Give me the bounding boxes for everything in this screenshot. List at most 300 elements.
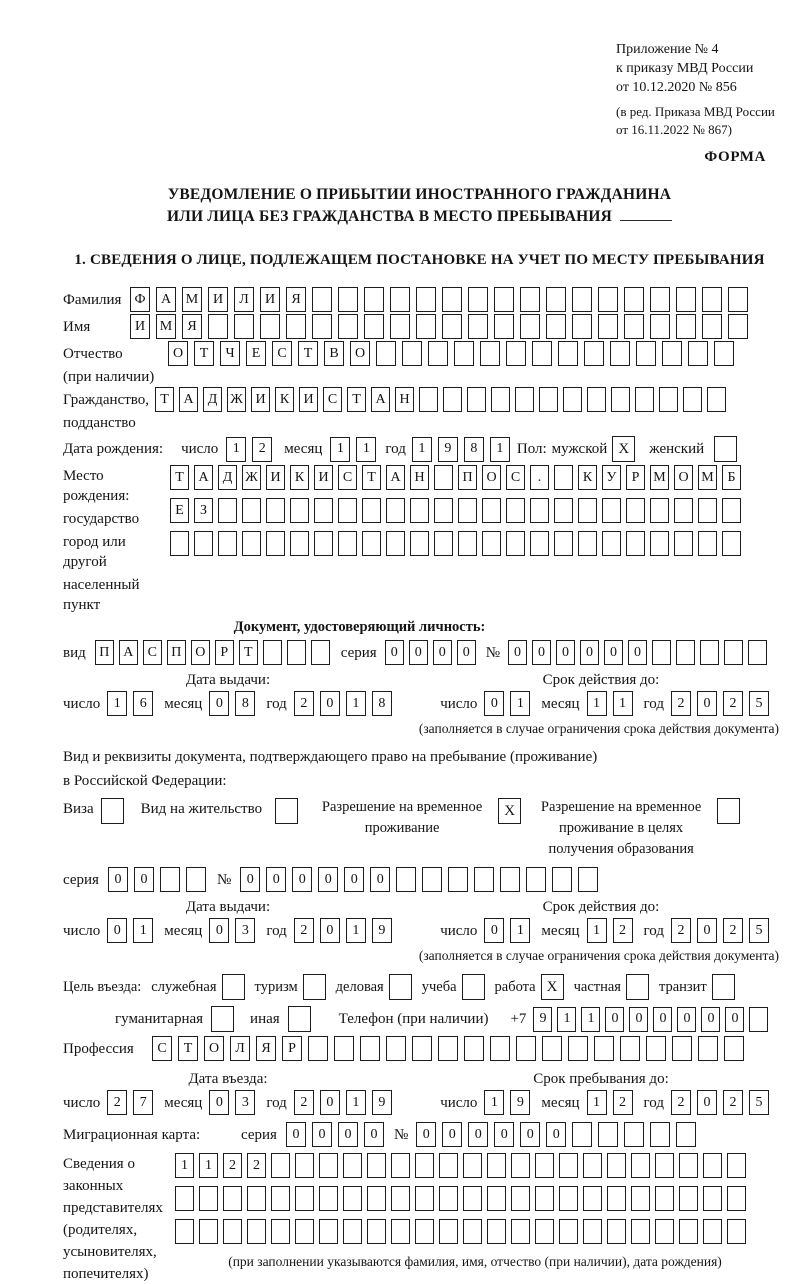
form-cell[interactable]: 0 [546,1122,566,1147]
form-cell[interactable] [572,1122,592,1147]
form-cell[interactable]: О [204,1036,224,1061]
form-cell[interactable] [583,1186,602,1211]
form-cell[interactable] [319,1219,338,1244]
form-cell[interactable] [546,287,566,312]
form-cell[interactable] [558,341,578,366]
form-cell[interactable] [520,287,540,312]
form-cell[interactable] [415,1219,434,1244]
form-cell[interactable] [362,531,381,556]
residence-permit-checkbox[interactable] [275,798,298,824]
form-cell[interactable]: 9 [372,1090,392,1115]
form-cell[interactable]: 1 [346,1090,366,1115]
form-cell[interactable]: 0 [409,640,428,665]
form-cell[interactable]: 1 [587,918,607,943]
form-cell[interactable] [655,1186,674,1211]
form-cell[interactable] [594,1036,614,1061]
form-cell[interactable]: 5 [749,691,769,716]
form-cell[interactable] [364,287,384,312]
form-cell[interactable] [631,1153,650,1178]
form-cell[interactable] [412,1036,432,1061]
form-cell[interactable] [535,1186,554,1211]
form-cell[interactable] [319,1153,338,1178]
form-cell[interactable]: М [182,287,202,312]
form-cell[interactable]: 0 [312,1122,332,1147]
form-cell[interactable] [494,287,514,312]
form-cell[interactable] [679,1219,698,1244]
form-cell[interactable] [676,287,696,312]
form-cell[interactable]: 2 [723,691,743,716]
form-cell[interactable] [175,1186,194,1211]
form-cell[interactable]: 0 [318,867,338,892]
form-cell[interactable] [338,314,358,339]
form-cell[interactable] [679,1186,698,1211]
form-cell[interactable]: 2 [723,1090,743,1115]
form-cell[interactable]: Т [194,341,214,366]
form-cell[interactable] [390,314,410,339]
form-cell[interactable]: С [323,387,342,412]
form-cell[interactable] [234,314,254,339]
form-cell[interactable] [646,1036,666,1061]
form-cell[interactable] [520,314,540,339]
form-cell[interactable] [367,1153,386,1178]
form-cell[interactable] [722,498,741,523]
form-cell[interactable] [703,1219,722,1244]
form-cell[interactable] [530,498,549,523]
form-cell[interactable]: Е [170,498,189,523]
form-cell[interactable]: 2 [613,1090,633,1115]
form-cell[interactable] [702,314,722,339]
form-cell[interactable] [463,1186,482,1211]
form-cell[interactable] [463,1153,482,1178]
form-cell[interactable]: К [275,387,294,412]
form-cell[interactable] [636,341,656,366]
form-cell[interactable]: А [371,387,390,412]
form-cell[interactable]: А [194,465,213,490]
form-cell[interactable]: 2 [247,1153,266,1178]
form-cell[interactable] [702,287,722,312]
form-cell[interactable]: С [152,1036,172,1061]
form-cell[interactable]: 0 [134,867,154,892]
form-cell[interactable] [511,1219,530,1244]
sex-male-checkbox[interactable]: X [612,436,635,462]
form-cell[interactable]: Т [155,387,174,412]
form-cell[interactable] [218,531,237,556]
form-cell[interactable]: 2 [294,1090,314,1115]
form-cell[interactable] [160,867,180,892]
form-cell[interactable]: 1 [133,918,153,943]
form-cell[interactable]: Р [626,465,645,490]
form-cell[interactable]: Л [230,1036,250,1061]
form-cell[interactable] [727,1153,746,1178]
form-cell[interactable] [468,287,488,312]
form-cell[interactable]: 0 [653,1007,672,1032]
form-cell[interactable]: 1 [581,1007,600,1032]
form-cell[interactable]: 2 [294,691,314,716]
form-cell[interactable] [390,287,410,312]
form-cell[interactable]: 7 [133,1090,153,1115]
form-cell[interactable]: 1 [587,691,607,716]
form-cell[interactable] [676,314,696,339]
form-cell[interactable] [458,531,477,556]
form-cell[interactable] [607,1219,626,1244]
form-cell[interactable]: И [208,287,228,312]
form-cell[interactable]: 0 [209,691,229,716]
form-cell[interactable] [511,1153,530,1178]
form-cell[interactable] [386,1036,406,1061]
form-cell[interactable] [286,314,306,339]
form-cell[interactable] [438,1036,458,1061]
purpose-tourism-checkbox[interactable] [303,974,326,1000]
form-cell[interactable] [312,287,332,312]
form-cell[interactable] [674,531,693,556]
form-cell[interactable] [266,531,285,556]
form-cell[interactable]: 0 [370,867,390,892]
form-cell[interactable]: П [458,465,477,490]
form-cell[interactable]: 8 [235,691,255,716]
form-cell[interactable] [659,387,678,412]
form-cell[interactable] [724,1036,744,1061]
form-cell[interactable]: С [143,640,162,665]
form-cell[interactable]: 0 [320,1090,340,1115]
form-cell[interactable] [727,1186,746,1211]
form-cell[interactable]: 5 [749,1090,769,1115]
form-cell[interactable] [362,498,381,523]
form-cell[interactable]: О [350,341,370,366]
form-cell[interactable] [170,531,189,556]
form-cell[interactable]: А [179,387,198,412]
form-cell[interactable] [610,341,630,366]
form-cell[interactable]: М [650,465,669,490]
form-cell[interactable] [506,341,526,366]
form-cell[interactable] [487,1186,506,1211]
form-cell[interactable] [287,640,306,665]
form-cell[interactable]: 9 [510,1090,530,1115]
form-cell[interactable] [343,1186,362,1211]
form-cell[interactable]: 1 [587,1090,607,1115]
form-cell[interactable]: В [324,341,344,366]
form-cell[interactable] [458,498,477,523]
form-cell[interactable]: Т [239,640,258,665]
form-cell[interactable] [559,1219,578,1244]
form-cell[interactable]: М [156,314,176,339]
form-cell[interactable] [491,387,510,412]
form-cell[interactable] [631,1219,650,1244]
form-cell[interactable]: Я [286,287,306,312]
form-cell[interactable]: 0 [484,691,504,716]
form-cell[interactable] [578,498,597,523]
form-cell[interactable]: И [130,314,150,339]
form-cell[interactable] [559,1153,578,1178]
form-cell[interactable] [218,498,237,523]
form-cell[interactable]: 0 [209,1090,229,1115]
form-cell[interactable] [439,1219,458,1244]
form-cell[interactable]: 0 [697,918,717,943]
form-cell[interactable] [338,531,357,556]
form-cell[interactable]: 0 [344,867,364,892]
form-cell[interactable] [415,1153,434,1178]
form-cell[interactable] [749,1007,768,1032]
form-cell[interactable] [463,1219,482,1244]
form-cell[interactable]: Р [215,640,234,665]
form-cell[interactable] [626,498,645,523]
form-cell[interactable]: М [698,465,717,490]
form-cell[interactable]: 0 [266,867,286,892]
form-cell[interactable]: 0 [433,640,452,665]
form-cell[interactable]: 5 [749,918,769,943]
form-cell[interactable]: И [299,387,318,412]
form-cell[interactable]: 1 [613,691,633,716]
purpose-transit-checkbox[interactable] [712,974,735,1000]
form-cell[interactable] [295,1186,314,1211]
form-cell[interactable]: Я [256,1036,276,1061]
form-cell[interactable] [698,531,717,556]
form-cell[interactable]: 0 [697,691,717,716]
form-cell[interactable]: Т [362,465,381,490]
form-cell[interactable] [626,531,645,556]
form-cell[interactable] [242,498,261,523]
form-cell[interactable] [552,867,572,892]
form-cell[interactable] [578,531,597,556]
form-cell[interactable] [700,640,719,665]
form-cell[interactable]: 0 [385,640,404,665]
form-cell[interactable] [464,1036,484,1061]
form-cell[interactable]: И [266,465,285,490]
form-cell[interactable] [583,1153,602,1178]
purpose-humanitarian-checkbox[interactable] [211,1006,234,1032]
form-cell[interactable] [343,1219,362,1244]
form-cell[interactable] [724,640,743,665]
form-cell[interactable] [402,341,422,366]
form-cell[interactable] [554,531,573,556]
form-cell[interactable] [468,314,488,339]
form-cell[interactable]: 0 [520,1122,540,1147]
form-cell[interactable]: Я [182,314,202,339]
form-cell[interactable]: 0 [605,1007,624,1032]
form-cell[interactable] [290,531,309,556]
form-cell[interactable]: О [168,341,188,366]
form-cell[interactable]: 0 [416,1122,436,1147]
purpose-work-checkbox[interactable]: X [541,974,564,1000]
form-cell[interactable] [511,1186,530,1211]
form-cell[interactable]: 3 [235,918,255,943]
form-cell[interactable]: Е [246,341,266,366]
form-cell[interactable]: Ж [242,465,261,490]
form-cell[interactable] [247,1219,266,1244]
form-cell[interactable] [314,531,333,556]
form-cell[interactable]: К [578,465,597,490]
form-cell[interactable] [598,1122,618,1147]
form-cell[interactable] [367,1219,386,1244]
form-cell[interactable]: А [156,287,176,312]
form-cell[interactable] [598,314,618,339]
form-cell[interactable] [490,1036,510,1061]
form-cell[interactable] [364,314,384,339]
form-cell[interactable] [662,341,682,366]
form-cell[interactable]: И [251,387,270,412]
form-cell[interactable] [516,1036,536,1061]
purpose-study-checkbox[interactable] [462,974,485,1000]
form-cell[interactable] [480,341,500,366]
form-cell[interactable] [319,1186,338,1211]
form-cell[interactable] [688,341,708,366]
form-cell[interactable] [271,1219,290,1244]
form-cell[interactable] [563,387,582,412]
form-cell[interactable] [652,640,671,665]
form-cell[interactable]: 2 [223,1153,242,1178]
form-cell[interactable]: А [119,640,138,665]
form-cell[interactable] [535,1219,554,1244]
form-cell[interactable] [542,1036,562,1061]
temp-residence-permit-checkbox[interactable]: X [498,798,521,824]
form-cell[interactable] [679,1153,698,1178]
form-cell[interactable]: И [260,287,280,312]
form-cell[interactable] [620,1036,640,1061]
form-cell[interactable] [546,314,566,339]
form-cell[interactable]: 2 [671,1090,691,1115]
form-cell[interactable]: 2 [723,918,743,943]
form-cell[interactable] [559,1186,578,1211]
form-cell[interactable] [442,314,462,339]
form-cell[interactable]: 0 [338,1122,358,1147]
form-cell[interactable] [467,387,486,412]
form-cell[interactable]: У [602,465,621,490]
form-cell[interactable]: С [272,341,292,366]
form-cell[interactable] [598,287,618,312]
form-cell[interactable] [416,314,436,339]
form-cell[interactable] [199,1219,218,1244]
form-cell[interactable]: П [95,640,114,665]
form-cell[interactable]: 1 [346,691,366,716]
form-cell[interactable] [338,287,358,312]
form-cell[interactable]: 1 [557,1007,576,1032]
form-cell[interactable] [672,1036,692,1061]
form-cell[interactable] [655,1153,674,1178]
form-cell[interactable] [367,1186,386,1211]
form-cell[interactable]: 1 [330,437,350,462]
form-cell[interactable]: 9 [372,918,392,943]
form-cell[interactable] [487,1153,506,1178]
form-cell[interactable] [568,1036,588,1061]
form-cell[interactable] [655,1219,674,1244]
form-cell[interactable]: О [482,465,501,490]
form-cell[interactable]: 1 [199,1153,218,1178]
form-cell[interactable]: Д [218,465,237,490]
form-cell[interactable] [428,341,448,366]
form-cell[interactable]: 0 [364,1122,384,1147]
form-cell[interactable] [583,1219,602,1244]
form-cell[interactable] [487,1219,506,1244]
form-cell[interactable] [360,1036,380,1061]
form-cell[interactable]: 3 [235,1090,255,1115]
form-cell[interactable] [631,1186,650,1211]
form-cell[interactable]: 1 [510,918,530,943]
form-cell[interactable]: 0 [468,1122,488,1147]
form-cell[interactable]: С [506,465,525,490]
form-cell[interactable] [650,314,670,339]
form-cell[interactable] [722,531,741,556]
form-cell[interactable]: Л [234,287,254,312]
form-cell[interactable]: 8 [372,691,392,716]
form-cell[interactable] [506,498,525,523]
form-cell[interactable] [386,498,405,523]
form-cell[interactable] [674,498,693,523]
form-cell[interactable] [587,387,606,412]
form-cell[interactable]: Р [282,1036,302,1061]
form-cell[interactable]: А [386,465,405,490]
form-cell[interactable]: 1 [356,437,376,462]
form-cell[interactable] [572,314,592,339]
form-cell[interactable] [624,314,644,339]
form-cell[interactable] [434,498,453,523]
form-cell[interactable] [271,1153,290,1178]
form-cell[interactable] [727,1219,746,1244]
form-cell[interactable]: 1 [490,437,510,462]
form-cell[interactable]: 0 [320,918,340,943]
form-cell[interactable]: 1 [510,691,530,716]
form-cell[interactable] [611,387,630,412]
form-cell[interactable] [683,387,702,412]
edu-residence-permit-checkbox[interactable] [717,798,740,824]
form-cell[interactable]: О [191,640,210,665]
form-cell[interactable]: Н [395,387,414,412]
form-cell[interactable]: О [674,465,693,490]
form-cell[interactable]: 0 [320,691,340,716]
form-cell[interactable]: 1 [484,1090,504,1115]
form-cell[interactable] [624,1122,644,1147]
form-cell[interactable] [506,531,525,556]
form-cell[interactable] [439,1186,458,1211]
form-cell[interactable] [391,1219,410,1244]
form-cell[interactable]: 0 [629,1007,648,1032]
form-cell[interactable] [295,1153,314,1178]
form-cell[interactable]: 0 [604,640,623,665]
form-cell[interactable] [554,498,573,523]
form-cell[interactable] [448,867,468,892]
form-cell[interactable]: Ж [227,387,246,412]
form-cell[interactable]: Т [298,341,318,366]
purpose-business-checkbox[interactable] [389,974,412,1000]
form-cell[interactable] [474,867,494,892]
form-cell[interactable]: С [338,465,357,490]
form-cell[interactable] [703,1153,722,1178]
form-cell[interactable]: 0 [580,640,599,665]
form-cell[interactable] [266,498,285,523]
form-cell[interactable] [728,314,748,339]
form-cell[interactable] [391,1153,410,1178]
form-cell[interactable] [532,341,552,366]
form-cell[interactable] [391,1186,410,1211]
form-cell[interactable] [602,531,621,556]
form-cell[interactable] [194,531,213,556]
form-cell[interactable]: 6 [133,691,153,716]
form-cell[interactable] [416,287,436,312]
form-cell[interactable] [242,531,261,556]
form-cell[interactable] [676,640,695,665]
form-cell[interactable] [290,498,309,523]
form-cell[interactable] [396,867,416,892]
form-cell[interactable] [539,387,558,412]
form-cell[interactable]: 1 [175,1153,194,1178]
form-cell[interactable] [698,1036,718,1061]
form-cell[interactable]: 2 [671,918,691,943]
form-cell[interactable] [607,1153,626,1178]
purpose-other-checkbox[interactable] [288,1006,311,1032]
form-cell[interactable] [650,498,669,523]
form-cell[interactable] [650,1122,670,1147]
form-cell[interactable]: Ч [220,341,240,366]
form-cell[interactable]: Т [178,1036,198,1061]
form-cell[interactable] [748,640,767,665]
